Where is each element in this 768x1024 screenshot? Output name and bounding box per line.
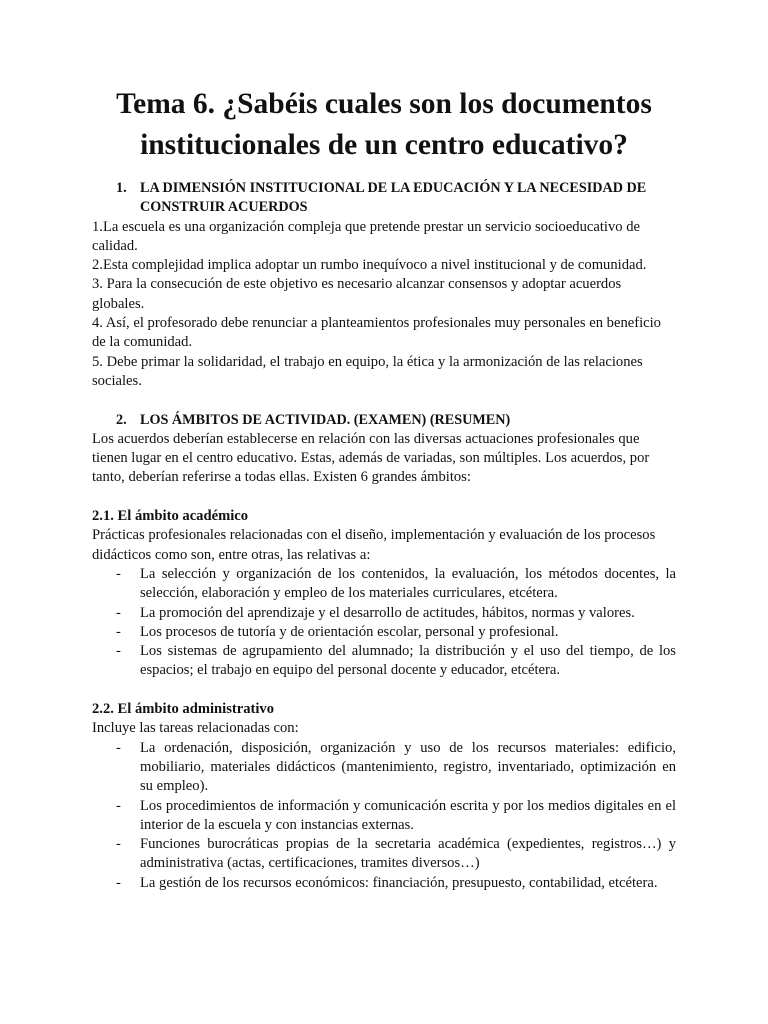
- section-1-point: 3. Para la consecución de este objetivo es necesario alcanzar consensos y adoptar acuerdos globales.: [92, 276, 622, 312]
- spacer: [92, 391, 676, 410]
- subsection-2-1-list: [92, 565, 676, 681]
- bullet-dash: -: [116, 739, 121, 756]
- subsection-2-1-intro: Prácticas profesionales relacionadas con el diseño, implementación y evaluación de los procesos didácticos como son, entre otras, las relativas a:: [92, 527, 656, 563]
- list-item: [92, 623, 676, 642]
- subsection-2-2-heading: 2.2. El ámbito administrativo: [92, 701, 275, 718]
- section-2-heading-text: LOS ÁMBITOS DE ACTIVIDAD. (EXAMEN) (RESUMEN): [140, 411, 511, 428]
- list-item-text: Los procedimientos de información y comunicación escrita y por los medios digitales en el interior de la escuela y con instancias externas.: [140, 797, 676, 833]
- section-1-point: 1.La escuela es una organización compleja que pretende prestar un servicio socioeducativo de calidad.: [92, 218, 640, 254]
- list-item-text: Los procesos de tutoría y de orientación escolar, personal y profesional.: [140, 623, 559, 640]
- section-1-heading: [92, 179, 676, 218]
- list-item: [92, 874, 676, 893]
- subsection-2-2-list: [92, 739, 676, 893]
- spacer: [92, 681, 676, 700]
- bullet-dash: -: [116, 604, 121, 621]
- document-page: [92, 84, 676, 893]
- section-2-intro: Los acuerdos deberían establecerse en relación con las diversas actuaciones profesionales que tienen lugar en el centro educativo. Estas, además de variadas, son múltiples. Los acuerdos, por tanto, deberían referirse a todas ellas. Existen 6 grandes ámbitos:: [92, 430, 650, 486]
- list-item: [92, 739, 676, 797]
- list-item-text: La ordenación, disposición, organización y uso de los recursos materiales: edificio, mobiliario, materiales didácticos (mantenimiento, registro, inventariado, optimización en su empleo).: [140, 739, 676, 795]
- bullet-dash: -: [116, 836, 121, 853]
- list-item: [92, 835, 676, 874]
- section-1-number: 1.: [116, 180, 127, 196]
- section-1-heading-text: LA DIMENSIÓN INSTITUCIONAL DE LA EDUCACIÓN Y LA NECESIDAD DE CONSTRUIR ACUERDOS: [140, 180, 647, 216]
- section-1-point: 5. Debe primar la solidaridad, el trabajo en equipo, la ética y la armonización de las relaciones sociales.: [92, 353, 643, 389]
- list-item-text: La promoción del aprendizaje y el desarrollo de actitudes, hábitos, normas y valores.: [140, 604, 635, 621]
- section-2-number: 2.: [116, 411, 127, 428]
- document-title: Tema 6. ¿Sabéis cuales son los documentos institucionales de un centro educativo?: [116, 88, 652, 161]
- spacer: [92, 488, 676, 507]
- list-item: [92, 642, 676, 681]
- bullet-dash: -: [116, 643, 121, 660]
- list-item: [92, 797, 676, 836]
- list-item: [92, 604, 676, 623]
- bullet-dash: -: [116, 623, 121, 640]
- section-1-point: 2.Esta complejidad implica adoptar un rumbo inequívoco a nivel institucional y de comunidad.: [92, 257, 647, 274]
- bullet-dash: -: [116, 797, 121, 814]
- bullet-dash: -: [116, 874, 121, 891]
- section-1-point: 4. Así, el profesorado debe renunciar a planteamientos profesionales muy personales en beneficio de la comunidad.: [92, 315, 661, 351]
- subsection-2-2-intro: Incluye las tareas relacionadas con:: [92, 720, 299, 737]
- list-item-text: Los sistemas de agrupamiento del alumnado; la distribución y el uso del tiempo, de los espacios; el trabajo en equipo del personal docente y educador, etcétera.: [140, 643, 676, 679]
- section-2-heading: [92, 411, 676, 430]
- list-item-text: Funciones burocráticas propias de la secretaria académica (expedientes, registros…) y administrativa (actas, certificaciones, tramites diversos…): [140, 836, 676, 872]
- list-item-text: La gestión de los recursos económicos: financiación, presupuesto, contabilidad, etcétera.: [140, 874, 658, 891]
- list-item-text: La selección y organización de los contenidos, la evaluación, los métodos docentes, la selección, elaboración y empleo de los materiales curriculares, etcétera.: [140, 565, 676, 602]
- list-item: [92, 565, 676, 604]
- subsection-2-1-heading: 2.1. El ámbito académico: [92, 508, 249, 525]
- bullet-dash: -: [116, 565, 121, 582]
- section-1-points: [92, 218, 676, 392]
